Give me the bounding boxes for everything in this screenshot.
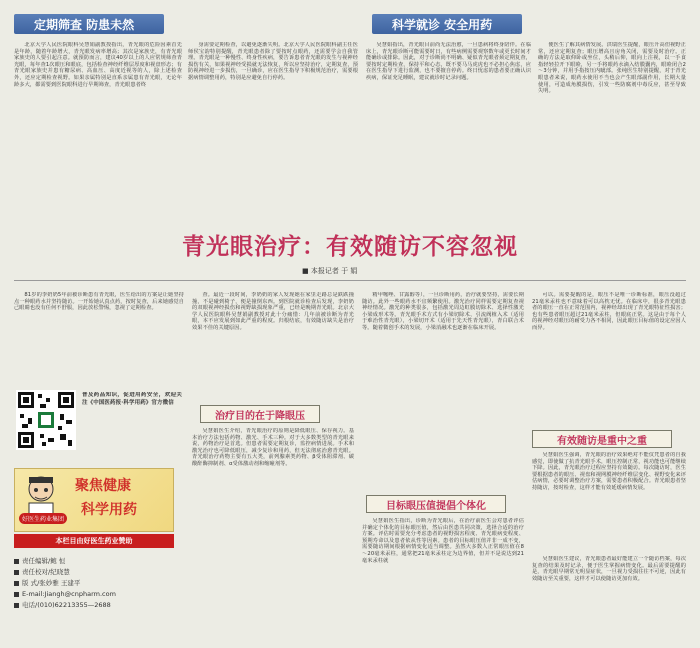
credit-proofreader: 责任校对/纪晓慧 xyxy=(22,568,70,576)
body-col-2a xyxy=(192,292,354,402)
qr-code xyxy=(16,390,76,450)
section-header-left xyxy=(14,14,164,34)
body-col-2b xyxy=(192,428,354,640)
divider xyxy=(14,280,686,281)
body-col-4b xyxy=(532,452,686,552)
credit-line xyxy=(14,578,184,589)
promo-badge: 好医生药业集团 xyxy=(19,513,67,524)
bullet-icon xyxy=(14,581,19,586)
top-article-col-3 xyxy=(366,42,531,227)
bullet-icon xyxy=(14,559,19,564)
subhead-3: 有效随访是重中之重 xyxy=(532,430,672,448)
body-col-3a xyxy=(362,292,524,492)
promo-line-2: 科学用药 xyxy=(81,502,137,518)
paragraph: 查。最近一段时间，李奶奶的家人发现她在家里走路总是跌跌撞撞，不是碰到椅子，便是撞倒东西。到医院就诊检查后发现，李奶奶的双眼视神经损伤和视野缺损现象严重，已经是晚期青光眼。北京大学人民医院眼科吴慧娟副教授对此十分痛惜：几年前被诊断为青光眼，本不应发展到如此严重的程度。归根结底，有效随访缺失是治疗效果不佳的关键原因。 xyxy=(192,292,354,331)
sponsor-banner xyxy=(14,468,174,532)
paragraph: 吴慧娟医生指出，诊断为青光眼后，在治疗前医生会对患者评估并确定个体化的目标眼压值，然后由医患共同决策，选择合适的治疗方案。评估时需要充分考虑患者的视野损害程度、青光眼病变程度、预期寿命以及患者依从性等因素。患者的目标眼压值并非一成不变，需要随访期间根据病情变化适当调整。虽然大多数人正常眼压值在8～20毫米汞柱，通常把21毫米汞柱定为边界值，但并不是说达到21毫米汞柱就 xyxy=(362,518,524,564)
credit-email: E-mail:Jiangh@cnpharm.com xyxy=(22,590,116,598)
paragraph: 吴慧娟医生建议，青光眼患者最好能建立一个随访档案，每次复查的结果及时记录，便于医生掌握病情变化。最后需要提醒的是，青光眼早期常无明显症状，一旦视力受损往往不可逆，因此有效随访至关重要，这样才可以使随访更加有效。 xyxy=(532,556,686,582)
credit-line xyxy=(14,589,184,600)
paragraph: 81岁的李奶奶5年前被诊断患有青光眼，医生给出的方案是让她坚持点一种眼药水并坚持随访。一开始她认真点药，按时复查，后来她感觉自己眼睛也没有任何不舒服，因此放松警惕，忽视了定期检查。 xyxy=(14,292,184,312)
paragraph: 北京大学人民医院眼科吴慧娟副教授指出，青光眼的危险因素首先是年龄，随着年龄增大，青光眼发病率增高；其次是家族史，有青光眼家族史的人要引起注意。就预防而言，建议40岁以上的人应常规筛查青光眼，每年查1次眼压和眼底，包括检查神经纤维层厚度和视盘形态；有青光眼家族史并患有糖尿病、高血压、高度近视等的人，除上述检查外，还应定期检查视野。如果亲属特别是直系亲属患有青光眼，无论年龄多大，都需要到医院眼科进行早期筛查，青光眼患者终 xyxy=(14,42,182,88)
paragraph: 普及药品知识，促进用药安全，欢迎关注《中国医药报·科学用药》官方微信 xyxy=(82,392,182,406)
top-article-col-2 xyxy=(188,42,358,227)
credit-line xyxy=(14,567,184,578)
paragraph: 身需要定期检查，以避免逐渐失明。北京大学人民医院眼科副主任医师侯宝韵特别提醒，青光眼患者除了要按时点眼药，还需要学会自我管理。青光眼是一种慢性、终身性疾病，要告诉患者青光眼的发生与视神经损伤有关，如果视神经受损就无法恢复，所以应坚持治疗，定期复查，预防视神经进一步损伤，一旦确诊，应在医生指导下积极规范治疗，需要根据病情调整用药，特别是应避免自行停药。 xyxy=(188,42,358,81)
section-header-right-label: 科学就诊 安全用药 xyxy=(392,17,493,32)
credit-phone: 电话/(010)62213355—2688 xyxy=(22,601,111,609)
paragraph: 吴慧娟医生介绍，青光眼治疗的原则是降低眼压、保存视力。基本治疗方法包括药物、激光、手术三种。对于大多数类型的青光眼来说，药物治疗是首选。但患者需要定期复诊，监控病情进展。手术和激光治疗也可降低眼压，减少复诊和用药，但无法彻底治愈青光眼。青光眼治疗药物主要有五大类，前列腺素类药物、β受体阻滞剂、碳酸酐酶抑制剂、α受体激动剂和缩瞳剂等。 xyxy=(192,428,354,467)
body-col-3b xyxy=(362,518,524,640)
paragraph: 精甲噻唑、甘露醇等），一旦诊断用药，治疗就要坚持，需要长期随访。此外一些眼药水不宜频繁使用。激光治疗同样需要定期复查视神经情况。激光的种类很多，包括激光周边虹膜切除术、选择性激光小梁成形术等。青光眼手术方式有小梁切除术、引流阀植入术（适用于难治性青光眼），小梁切开术（适用于先天性青光眼），青白联合术等。随着微创手术的发展，小梁消融术也逐渐在临床开展。 xyxy=(362,292,524,331)
credit-line xyxy=(14,600,184,611)
paragraph: 可以。需要提醒的是，眼压不是唯一诊断标准，眼压没超过21毫米汞柱也不意味着可以高枕无忧。在临床中，很多青光眼患者的眼压一直在正常范围内，视神经却出现了青光眼特征性损害；也有些患者眼压超过21毫米汞柱，但眼底正常。这是由于每个人的视神经对眼压的耐受力各不相同，因此眼压目标值的设定应因人而异。 xyxy=(532,292,686,331)
section-header-right xyxy=(372,14,522,34)
subhead-2: 目标眼压值提倡个体化 xyxy=(366,495,506,513)
credit-editor: 责任编辑/鲍 恒 xyxy=(22,557,66,565)
paragraph: 便医生了解其病情发展。洪瑞医生提醒，眼压升高但视野正常，还应定期复查；眼压增高且房角关闭，需要及时治疗。正确的方法是取仰卧或坐位，头稍后仰，眼向上注视，以一手食指轻轻拉开下眼睑，另一手将眼药水滴入结膜囊内，眼睑闭合2～3分钟，并用手指按压内眦部。张纯医生特别提醒，对于青光眼患者来说，眼药水使用不当也会产生眼部副作用，长期大量使用，可造成角膜损伤，引发一些防腐剂中毒反应，甚至导致失明。 xyxy=(538,42,686,95)
main-title: 青光眼治疗：有效随访不容忽视 xyxy=(182,233,518,260)
top-article-col-4 xyxy=(538,42,686,227)
bullet-icon xyxy=(14,570,19,575)
qr-caption xyxy=(82,392,182,452)
bullet-icon xyxy=(14,603,19,608)
credits xyxy=(14,556,184,611)
top-article-col-1 xyxy=(14,42,182,227)
credit-layout: 版 式/张妙雅 王建平 xyxy=(22,579,81,587)
byline: ■ 本报记者 于 娟 xyxy=(302,267,358,275)
body-col-4c xyxy=(532,556,686,640)
subhead-1: 治疗目的在于降眼压 xyxy=(200,405,320,423)
paragraph: 吴慧娟医生强调，青光眼的治疗效果绝对不能仅凭患者的自我感觉，即使做了抗青光眼手术，眼压控制正常，视功能也可能继续下降。因此，青光眼治疗过程应坚持有效随访。每次随访时，医生要根据患者的眼压、视盘和视网膜神经纤维层变化、视野变化来评估病情，必要时调整治疗方案，需要患者积极配合。青光眼患者坚持随访，按时检查，这样才能有效延缓病情发展。 xyxy=(532,452,686,491)
section-header-left-label: 定期筛查 防患未然 xyxy=(34,17,135,32)
paragraph: 吴慧娟指出，青光眼目前尚无法治愈，一旦患病将终身陪伴。在临床上，青光眼诊断可能需要时日，有些病例需要观察数年或更长时间才能确诊或排除。因此，对于诊断尚不明确、疑似青光眼者须定期复查，要按时定期检查，保持平和心态，既不要马马虎虎也不必担心焦虑，应在医生指导下进行监测，也不要擅自停药。终日忧虑的患者要正确认识疾病，保证充足睡眠，建议就诊时记录问题。 xyxy=(366,42,531,81)
bullet-icon xyxy=(14,592,19,597)
intro-paragraph xyxy=(14,292,184,382)
sponsor-note: 本栏目由好医生药业赞助 xyxy=(14,534,174,548)
credit-line xyxy=(14,556,184,567)
body-col-4a xyxy=(532,292,686,417)
promo-line-1: 聚焦健康 xyxy=(75,478,131,494)
